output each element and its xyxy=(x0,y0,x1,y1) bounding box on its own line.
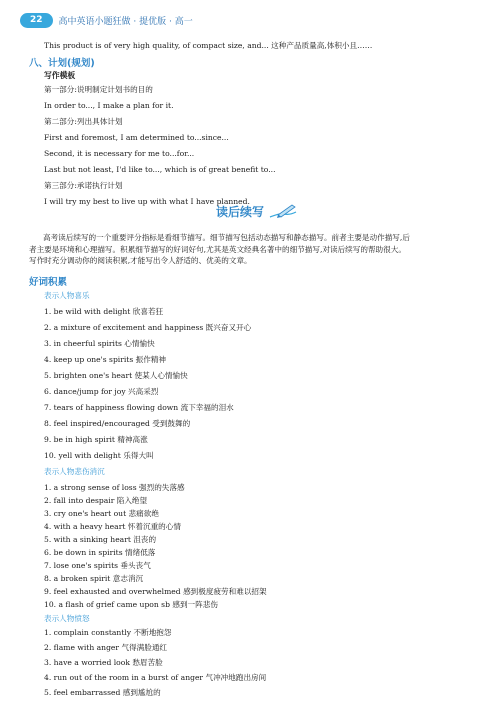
vocab-item: 4. run out of the room in a burst of anger 气冲冲地跑出房间 xyxy=(44,673,267,682)
vocab-item: 1. complain constantly 不断地抱怨 xyxy=(44,628,172,637)
vocab-item: 1. be wild with delight 欣喜若狂 xyxy=(44,307,164,316)
template-line: First and foremost, I am determined to...since... xyxy=(44,133,229,142)
intro-sentence: This product is of very high quality, of compact size, and... 这种产品质量高,体积小且…… xyxy=(44,41,373,50)
vocab-item: 1. a strong sense of loss 强烈的失落感 xyxy=(44,483,185,492)
page-number-badge: 22 xyxy=(20,13,53,28)
section-heading-vocab: 好词积累 xyxy=(29,277,68,288)
vocab-item: 4. with a heavy heart 怀着沉重的心情 xyxy=(44,522,181,531)
intro-paragraph xyxy=(29,232,459,267)
vocab-item: 3. cry one's heart out 悲痛欲绝 xyxy=(44,509,159,518)
vocab-item: 5. feel embarrassed 感到尴尬的 xyxy=(44,688,161,697)
template-label: 写作模板 xyxy=(44,71,76,80)
section-title-continuation: 读后续写 xyxy=(215,205,264,219)
template-line: In order to..., I make a plan for it. xyxy=(44,101,174,110)
category-heading-sadness: 表示人物悲伤消沉 xyxy=(44,467,105,476)
category-heading-anger: 表示人物愤怒 xyxy=(44,614,90,623)
vocab-item: 8. feel inspired/encouraged 受到鼓舞的 xyxy=(44,419,191,428)
template-line: 第一部分:说明制定计划书的目的 xyxy=(44,85,153,94)
vocab-item: 5. brighten one's heart 使某人心情愉快 xyxy=(44,371,188,380)
vocab-item: 10. yell with delight 乐得大叫 xyxy=(44,451,154,460)
template-line: Second, it is necessary for me to...for... xyxy=(44,149,195,158)
vocab-item: 2. fall into despair 陷入绝望 xyxy=(44,496,148,505)
vocab-item: 8. a broken spirit 意志消沉 xyxy=(44,574,144,583)
template-line: Last but not least, I'd like to..., which is of great benefit to... xyxy=(44,165,276,174)
template-line: I will try my best to live up with what I have planned. xyxy=(44,197,250,206)
template-line: 第二部分:列出具体计划 xyxy=(44,117,123,126)
vocab-item: 7. tears of happiness flowing down 流下幸福的泪水 xyxy=(44,403,234,412)
vocab-item: 5. with a sinking heart 沮丧的 xyxy=(44,535,157,544)
intro-line: 写作时充分调动你的阅读积累,才能写出令人舒适的、优美的文章。 xyxy=(29,256,252,265)
pen-icon xyxy=(268,202,298,220)
vocab-item: 7. lose one's spirits 垂头丧气 xyxy=(44,561,151,570)
vocab-item: 2. a mixture of excitement and happiness 既兴奋又开心 xyxy=(44,323,252,332)
category-heading-joy: 表示人物喜乐 xyxy=(44,291,90,300)
section-heading-plan: 八、计划(规划) xyxy=(29,58,95,69)
vocab-item: 6. dance/jump for joy 兴高采烈 xyxy=(44,387,159,396)
vocab-item: 3. have a worried look 愁眉苦脸 xyxy=(44,658,163,667)
vocab-item: 9. feel exhausted and overwhelmed 感到极度疲劳和难以招架 xyxy=(44,587,267,596)
vocab-item: 4. keep up one's spirits 振作精神 xyxy=(44,355,167,364)
vocab-item: 9. be in high spirit 精神高涨 xyxy=(44,435,148,444)
book-title: 高中英语小题狂做 · 提优版 · 高一 xyxy=(58,16,193,27)
vocab-item: 10. a flash of grief came upon sb 感到一阵悲伤 xyxy=(44,600,218,609)
vocab-item: 3. in cheerful spirits 心情愉快 xyxy=(44,339,155,348)
vocab-item: 2. flame with anger 气得满脸通红 xyxy=(44,643,168,652)
intro-line: 高考读后续写的一个重要评分指标是看细节描写。细节描写包括动态描写和静态描写。前者主要是动作描写,后 xyxy=(43,233,410,242)
page-header xyxy=(20,10,193,30)
vocab-item: 6. be down in spirits 情绪低落 xyxy=(44,548,156,557)
template-line: 第三部分:承诺执行计划 xyxy=(44,181,123,190)
intro-line: 者主要是环境和心理描写。积累细节描写的好词好句,尤其是英文经典名著中的细节描写,对读后续写的帮助很大。 xyxy=(29,244,406,254)
